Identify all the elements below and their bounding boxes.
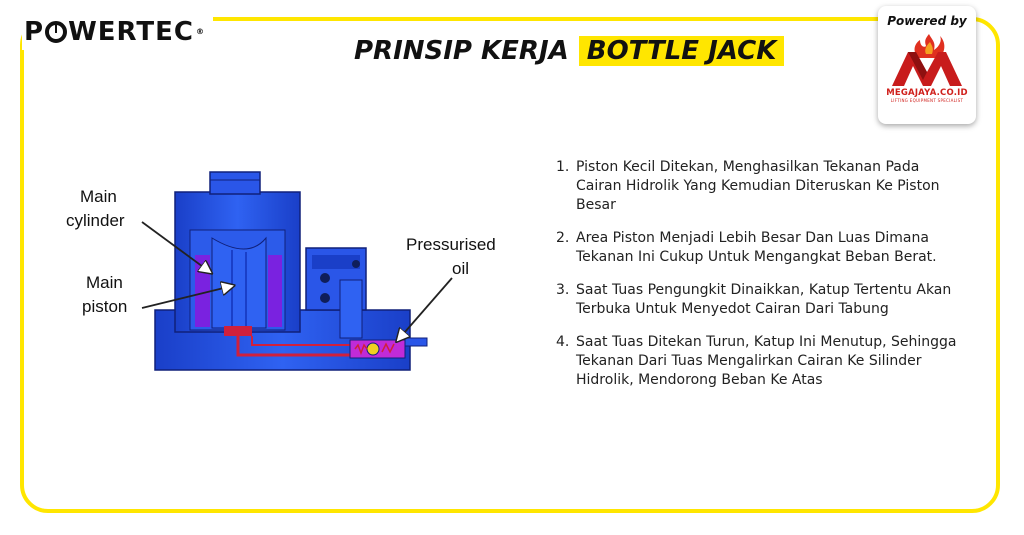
bottle-jack-diagram (60, 160, 530, 400)
label-main-piston-1: Main (86, 273, 123, 292)
list-item (556, 281, 961, 319)
brand-tagline: LIFTING EQUIPMENT SPECIALIST (890, 98, 964, 103)
label-main-cylinder-1: Main (80, 187, 117, 206)
registered-mark: ® (195, 27, 205, 36)
step-text: Piston Kecil Ditekan, Menghasilkan Tekanan Pada Cairan Hidrolik Yang Kemudian Diteruskan Ke Piston Besar (576, 159, 940, 213)
title-part-2: BOTTLE JACK (579, 36, 785, 66)
label-main-cylinder-2: cylinder (66, 211, 125, 230)
step-number: 3. (556, 282, 570, 298)
check-valve-ball (367, 343, 379, 355)
release-screw (405, 338, 427, 346)
powertec-logo (22, 14, 213, 50)
list-item (556, 158, 961, 215)
title-part-1: PRINSIP KERJA (354, 36, 569, 66)
list-item (556, 333, 961, 390)
powered-by-label: Powered by (887, 14, 967, 28)
cylinder-cap (210, 172, 260, 194)
step-text: Area Piston Menjadi Lebih Besar Dan Luas Dimana Tekanan Ini Cukup Untuk Mengangkat Beban Berat. (576, 230, 937, 265)
arrow-pressurised-oil (398, 278, 452, 340)
power-ring-icon (45, 21, 67, 43)
step-number: 1. (556, 159, 570, 175)
oil-chamber-right (268, 255, 282, 327)
logo-text-end: WERTEC (68, 17, 194, 47)
step-text: Saat Tuas Pengungkit Dinaikkan, Katup Tertentu Akan Terbuka Untuk Menyedot Cairan Dari Tabung (576, 282, 952, 317)
steps-list (556, 158, 961, 404)
brand-name: MEGAJAYA.CO.ID (886, 88, 968, 98)
step-number: 2. (556, 230, 570, 246)
pump-piston (340, 280, 362, 338)
step-text: Saat Tuas Ditekan Turun, Katup Ini Menutup, Sehingga Tekanan Dari Tuas Mengalirkan Cairan Ke Silinder Hidrolik, Mendorong Beban Ke Atas (576, 334, 957, 388)
list-item (556, 229, 961, 267)
label-pressurised-1: Pressurised (406, 235, 496, 254)
main-piston (212, 238, 266, 328)
step-number: 4. (556, 334, 570, 350)
powered-by-badge (878, 6, 976, 124)
label-main-piston-2: piston (82, 297, 128, 316)
megajaya-logo-icon (884, 30, 970, 88)
oil-under-piston (224, 326, 252, 336)
label-pressurised-2: oil (452, 259, 470, 278)
page-title (354, 36, 784, 66)
logo-text-start: P (24, 17, 45, 47)
